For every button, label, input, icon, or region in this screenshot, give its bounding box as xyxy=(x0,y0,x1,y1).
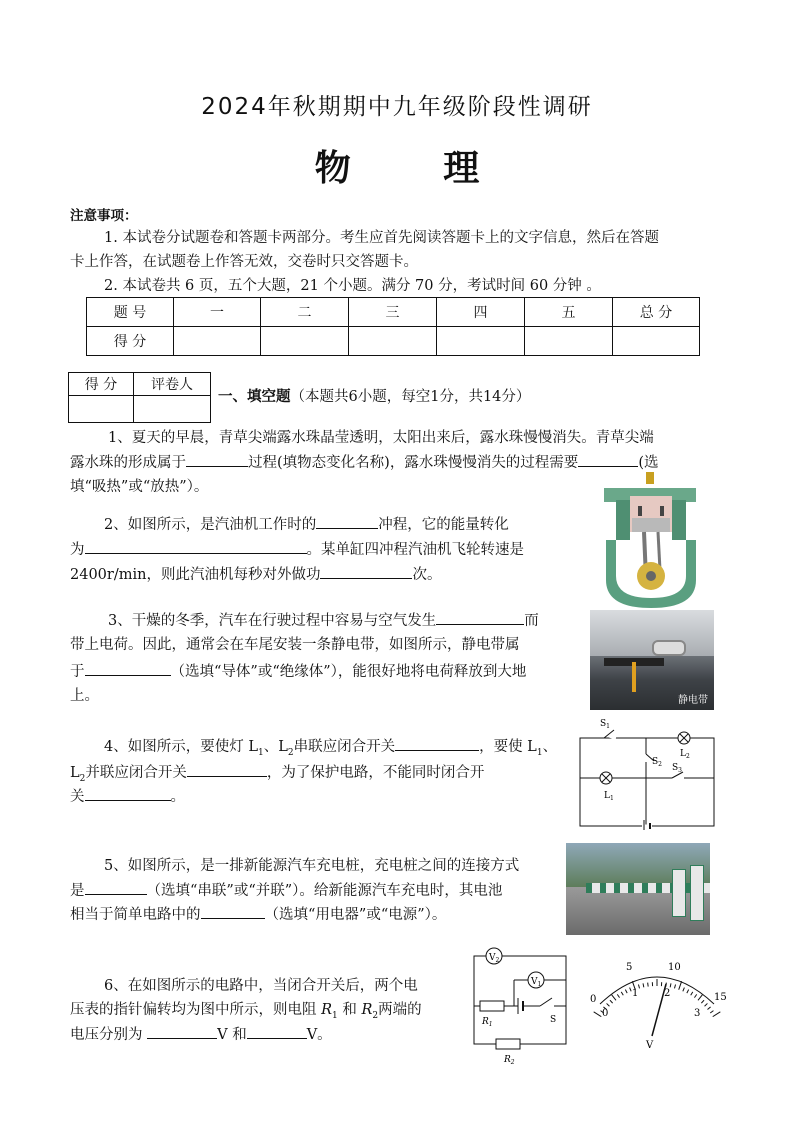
meter-tick-mark xyxy=(607,1003,610,1006)
meter-tick-mark xyxy=(694,994,696,997)
meter-tick-mark xyxy=(710,1011,713,1013)
q4-text: ，为了保护电路，不能同时闭合开 xyxy=(266,765,485,781)
q4-text: ，要使 L xyxy=(479,739,537,755)
q6-r2: R xyxy=(361,1002,373,1018)
section-title: 一、填空题 xyxy=(218,389,291,405)
q4-text: 并联应闭合开关 xyxy=(85,765,187,781)
meter-inner-tick: 1 xyxy=(632,988,639,999)
q2-text: 冲程，它的能量转化 xyxy=(378,517,509,533)
q1-text: 露水珠的形成属于 xyxy=(70,455,186,471)
q4-sub: 2 xyxy=(79,773,86,784)
meter-tick-mark xyxy=(687,990,689,994)
q3-line-1 xyxy=(108,610,539,631)
q4-text: 4、如图所示，要使灯 L xyxy=(104,739,258,755)
q4-sub: 1 xyxy=(536,747,543,758)
q2-blank-2 xyxy=(85,539,307,554)
q6-sub: 2 xyxy=(372,1010,379,1021)
q6-blank-1 xyxy=(147,1024,217,1039)
section-note: （本题共6小题，每空1分，共14分） xyxy=(290,389,531,405)
q5-line-3 xyxy=(70,904,446,925)
q2-line-3 xyxy=(70,564,441,585)
grader-name-cell xyxy=(134,396,211,423)
grader-table xyxy=(68,372,211,423)
q4-blank-1 xyxy=(395,736,479,751)
q3-text: 3、干燥的冬季，汽车在行驶过程中容易与空气发生 xyxy=(108,613,437,629)
meter-inner-tick: 2 xyxy=(664,988,671,999)
q6-r1: R xyxy=(321,1002,333,1018)
q4-blank-2 xyxy=(187,762,267,777)
score-cell xyxy=(349,327,437,356)
static-strap-label: 静电带 xyxy=(678,695,708,706)
q5-line-1: 5、如图所示，是一排新能源汽车充电桩，充电桩之间的连接方式 xyxy=(104,858,520,874)
q6-text: 电压分别为 xyxy=(70,1027,148,1043)
q6-sub: 1 xyxy=(332,1010,338,1021)
q3-text: 而 xyxy=(524,613,539,629)
fig-r2-label: $R_2$ xyxy=(504,1055,515,1066)
q5-text: （选填“串联”或“并联”）。给新能源汽车充电时，其电池 xyxy=(146,883,503,899)
charging-station-photo xyxy=(566,843,710,935)
fig-label-l2: $L_2$ xyxy=(680,749,690,760)
q4-sub: 2 xyxy=(287,747,294,758)
q4-text: 。 xyxy=(170,789,185,805)
q3-text: （选填“导体”或“绝缘体”），能很好地将电荷释放到大地 xyxy=(170,664,527,680)
q2-blank-3 xyxy=(320,564,412,579)
q6-line-3 xyxy=(70,1024,332,1045)
notice-item-1: 1. 本试卷分试题卷和答题卡两部分。考生应首先阅读答题卡上的文字信息，然后在答题 xyxy=(104,230,659,246)
q1-blank-2 xyxy=(578,452,638,467)
q3-line-4: 上。 xyxy=(70,688,99,704)
fig-r1-label: $R_1$ xyxy=(482,1017,493,1028)
q6-text: 和 xyxy=(337,1002,362,1018)
q6-text: 压表的指针偏转均为图中所示，则电阻 xyxy=(70,1002,322,1018)
q5-text: （选填“用电器”或“电源”）。 xyxy=(264,907,447,923)
meter-tick-mark xyxy=(617,994,619,997)
engine-diagram xyxy=(594,470,714,610)
q1-line-3: 填“吸热”或“放热”）。 xyxy=(70,479,209,495)
q3-blank-2 xyxy=(85,661,171,676)
score-header: 二 xyxy=(261,298,349,327)
score-cell xyxy=(525,327,613,356)
q1-line-2 xyxy=(70,452,658,473)
fig-s-label: S xyxy=(550,1015,557,1025)
meter-tick-mark xyxy=(705,1003,708,1006)
q2-text: 2400r/min，则此汽油机每秒对外做功 xyxy=(70,567,321,583)
q2-line-2 xyxy=(70,539,524,560)
score-header: 总 分 xyxy=(613,298,700,327)
score-cell xyxy=(613,327,700,356)
score-cell xyxy=(437,327,525,356)
q1-text: (选 xyxy=(638,455,659,471)
voltmeter-dial xyxy=(582,956,732,1052)
exhaust-pipe xyxy=(652,640,686,656)
car-photo xyxy=(590,610,714,710)
q4-text: 、L xyxy=(263,739,288,755)
meter-tick-mark xyxy=(610,1000,613,1003)
score-header: 四 xyxy=(437,298,525,327)
meter-needle xyxy=(652,984,666,1036)
q2-text: 为 xyxy=(70,542,85,558)
meter-tick-mark xyxy=(621,992,623,995)
grader-name-label: 评卷人 xyxy=(134,373,211,396)
q2-text: 次。 xyxy=(412,567,442,583)
grader-score-cell xyxy=(69,396,134,423)
meter-tick-mark xyxy=(683,988,685,992)
q6-blank-2 xyxy=(247,1024,307,1039)
meter-tick-mark xyxy=(701,1000,704,1003)
q6-text: V 和 xyxy=(217,1027,247,1043)
meter-tick-mark xyxy=(670,983,671,987)
q5-text: 是 xyxy=(70,883,85,899)
grader-score-label: 得 分 xyxy=(69,373,134,396)
meter-outer-tick: 5 xyxy=(626,962,633,973)
meter-tick-mark xyxy=(625,990,627,994)
q6-text: V。 xyxy=(306,1027,332,1043)
meter-tick-mark xyxy=(643,983,644,987)
q4-text: 关 xyxy=(70,789,85,805)
exam-title: 2024年秋期期中九年级阶段性调研 xyxy=(201,94,593,120)
q2-blank-1 xyxy=(316,514,378,529)
q4-line-2 xyxy=(70,762,484,789)
meter-outer-tick: 15 xyxy=(714,992,727,1003)
score-cell xyxy=(261,327,349,356)
q3-text: 于 xyxy=(70,664,85,680)
static-strap xyxy=(632,662,636,692)
q1-line-1: 1、夏天的早晨，青草尖端露水珠晶莹透明，太阳出来后，露水珠慢慢消失。青草尖端 xyxy=(108,430,654,446)
score-cell xyxy=(174,327,261,356)
fig-label-s2: $S_2$ xyxy=(652,757,662,768)
q6-line-1: 6、在如图所示的电路中，当闭合开关后，两个电 xyxy=(104,978,418,994)
q3-line-3 xyxy=(70,661,526,682)
circuit-q4 xyxy=(574,712,718,830)
fig-label-l1: $L_1$ xyxy=(604,791,614,802)
q4-line-1 xyxy=(104,736,557,763)
fig-v2-label: $V_2$ xyxy=(489,953,500,964)
fig-label-s3: $S_3$ xyxy=(672,763,682,774)
q2-text: 2、如图所示，是汽油机工作时的 xyxy=(104,517,317,533)
trees-background xyxy=(566,843,710,887)
meter-outer-tick: 0 xyxy=(590,994,597,1005)
q3-blank-1 xyxy=(436,610,524,625)
meter-tick-mark xyxy=(648,983,649,987)
meter-tick-mark xyxy=(713,1012,721,1017)
notice-item-2: 2. 本试卷共 6 页，五个大题，21 个小题。满分 70 分，考试时间 60 分钟 。 xyxy=(104,278,601,294)
score-header: 题 号 xyxy=(87,298,174,327)
meter-tick-mark xyxy=(612,995,616,1000)
section-heading xyxy=(218,385,530,406)
notice-item-1-cont: 卡上作答，在试题卷上作答无效，交卷时只交答题卡。 xyxy=(70,254,418,270)
score-table xyxy=(86,297,700,356)
q4-text: 串联应闭合开关 xyxy=(293,739,396,755)
q4-text: 、 xyxy=(542,739,558,755)
meter-inner-tick: 3 xyxy=(694,1008,701,1019)
q2-line-1 xyxy=(104,514,509,535)
meter-tick-mark xyxy=(594,1012,602,1017)
q5-text: 相当于简单电路中的 xyxy=(70,907,201,923)
q1-blank-1 xyxy=(186,452,248,467)
q3-line-2: 带上电荷。因此，通常会在车尾安装一条静电带，如图所示，静电带属 xyxy=(70,637,520,653)
meter-tick-mark xyxy=(691,992,693,995)
score-header: 一 xyxy=(174,298,261,327)
q2-text: 。某单缸四冲程汽油机飞轮转速是 xyxy=(306,542,524,558)
score-header: 三 xyxy=(349,298,437,327)
q5-line-2 xyxy=(70,880,502,901)
meter-unit-label: V xyxy=(646,1040,654,1051)
charging-pile xyxy=(672,869,686,917)
charging-pile xyxy=(690,865,704,921)
score-header: 五 xyxy=(525,298,613,327)
q6-text: 两端的 xyxy=(378,1002,422,1018)
q4-blank-3 xyxy=(85,786,171,801)
meter-tick-mark xyxy=(698,995,702,1000)
meter-tick-mark xyxy=(679,981,682,989)
fig-v1-label: $V_1$ xyxy=(531,977,542,988)
q4-sub: 1 xyxy=(257,747,264,758)
fig-label-s1: $S_1$ xyxy=(600,719,610,730)
meter-tick-mark xyxy=(674,985,675,989)
q5-blank-2 xyxy=(201,904,265,919)
score-row-label: 得 分 xyxy=(87,327,174,356)
meter-tick-mark xyxy=(638,985,639,989)
circuit-q6 xyxy=(466,938,578,1068)
q6-line-2 xyxy=(70,1000,422,1026)
parking-lot xyxy=(566,887,710,935)
q4-text: L xyxy=(70,765,80,781)
meter-inner-tick: 0 xyxy=(602,1008,609,1019)
meter-tick-mark xyxy=(630,988,632,992)
notice-heading: 注意事项： xyxy=(70,208,138,224)
q4-line-3 xyxy=(70,786,185,807)
subject-title: 物 理 xyxy=(314,148,520,189)
q1-text: 过程(填物态变化名称)，露水珠慢慢消失的过程需要 xyxy=(248,455,579,471)
meter-outer-tick: 10 xyxy=(668,962,681,973)
meter-tick-mark xyxy=(707,1007,710,1010)
q5-blank-1 xyxy=(85,880,147,895)
